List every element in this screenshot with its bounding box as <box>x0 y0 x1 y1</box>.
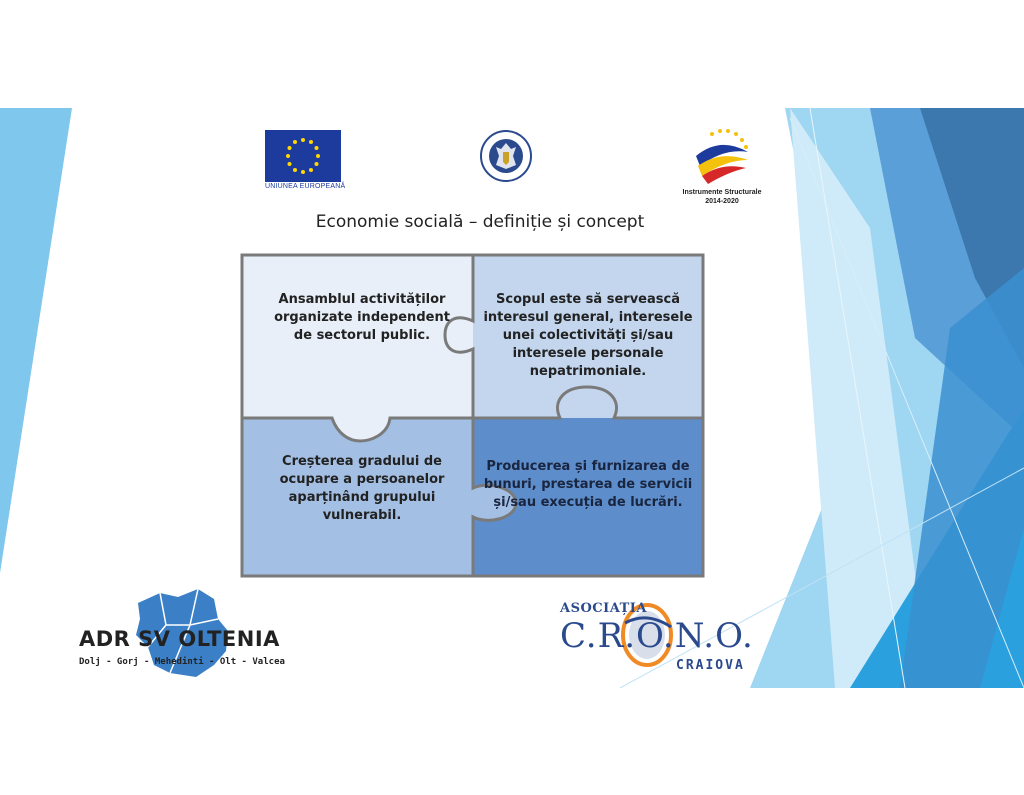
text-line: unei colectivități și/sau <box>502 328 674 343</box>
eu-flag-icon <box>265 130 341 182</box>
crono-association-label: ASOCIAȚIA <box>560 601 647 616</box>
text-line: ocupare a persoanelor <box>279 472 445 487</box>
slide-title: Economie socială – definiție și concept <box>315 212 645 232</box>
text-line: Scopul este să servească <box>496 292 680 307</box>
text-line: organizate independent <box>274 310 450 325</box>
text-line: interesele personale <box>512 346 664 361</box>
slide <box>0 108 1024 688</box>
text-line: Creșterea gradului de <box>282 454 442 469</box>
puzzle-text-bottom-right <box>482 458 694 512</box>
structural-instruments-logo-icon <box>690 126 754 188</box>
text-line: aparținând grupului <box>288 490 436 505</box>
puzzle-text-top-right <box>482 291 694 381</box>
text-line: vulnerabil. <box>322 508 402 523</box>
text-line: Producerea și furnizarea de <box>486 459 690 474</box>
government-seal-icon <box>480 130 532 182</box>
left-stripe <box>0 108 72 573</box>
adr-counties: Dolj - Gorj - Mehedinti - Olt - Valcea <box>79 657 285 667</box>
crono-name: C.R.O.N.O. <box>560 616 754 656</box>
puzzle-text-top-left <box>262 291 462 345</box>
text-line: și/sau execuția de lucrări. <box>493 495 683 510</box>
text-line: bunuri, prestarea de servicii <box>483 477 693 492</box>
text-line: de sectorul public. <box>293 328 431 343</box>
crono-city: CRAIOVA <box>676 658 745 673</box>
text-line: interesul general, interesele <box>483 310 693 325</box>
structural-instruments-caption <box>672 188 772 206</box>
puzzle-text-bottom-left <box>262 453 462 525</box>
eu-caption: UNIUNEA EUROPEANĂ <box>265 183 346 190</box>
structural-caption-line2: 2014-2020 <box>705 198 739 205</box>
text-line: Ansamblul activităților <box>278 292 446 307</box>
text-line: nepatrimoniale. <box>529 364 647 379</box>
adr-name: ADR SV OLTENIA <box>79 627 280 651</box>
structural-caption-line1: Instrumente Structurale <box>682 189 762 196</box>
